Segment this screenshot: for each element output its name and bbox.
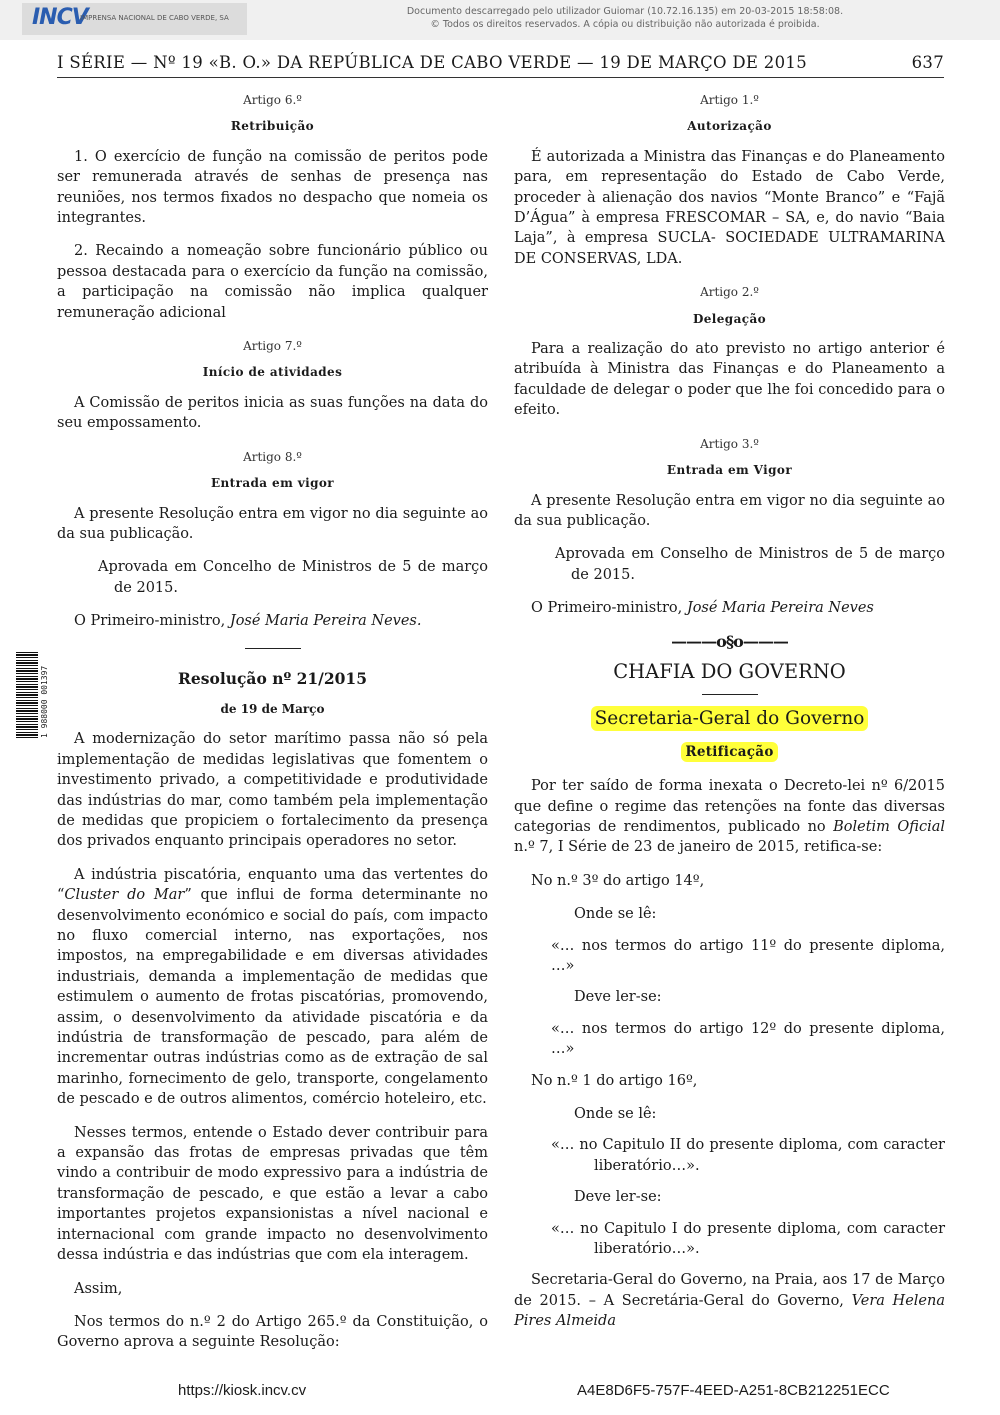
paragraph: Nos termos do n.º 2 do Artigo 265.º da Constituição, o Governo aprova a seguinte Resolução: bbox=[57, 1313, 488, 1351]
text-span: A indústria piscatória, enquanto uma das vertentes do “ bbox=[57, 866, 488, 904]
page-number: 637 bbox=[911, 53, 944, 72]
footer-code: A4E8D6F5-757F-4EED-A251-8CB212251ECC bbox=[577, 1382, 890, 1399]
text-span: n.º 7, I Série de 23 de janeiro de 2015, retifica-se: bbox=[514, 839, 883, 856]
paragraph: Deve ler-se: bbox=[574, 989, 662, 1006]
paragraph: 2. Recaindo a nomeação sobre funcionário público ou pessoa destacada para o exercício da função na comissão, a participação na comissão não implica qualquer remuneração adicional bbox=[57, 243, 488, 321]
text-span: Secretaria-Geral do Governo, na Praia, aos 17 de Março de 2015. – A Secretária-Geral do Governo, bbox=[514, 1272, 945, 1309]
left-column bbox=[57, 90, 488, 1366]
footer-url[interactable]: https://kiosk.incv.cv bbox=[178, 1382, 307, 1399]
copyright-notice: © Todos os direitos reservados. A cópia ou distribuição não autorizada é proibida. bbox=[430, 19, 820, 30]
article-title: Entrada em vigor bbox=[210, 476, 334, 491]
rectification-title bbox=[514, 742, 945, 762]
right-column bbox=[514, 90, 945, 1345]
article-number: Artigo 3.º bbox=[700, 436, 759, 451]
article-number: Artigo 8.º bbox=[243, 449, 302, 464]
paragraph: Deve ler-se: bbox=[574, 1189, 662, 1206]
article-title: Autorização bbox=[687, 119, 772, 134]
ornament-divider: ———o§o——— bbox=[671, 631, 788, 651]
quote: «… no Capitulo II do presente diploma, com caracter liberatório…». bbox=[551, 1137, 945, 1174]
paragraph: A modernização do setor marítimo passa não só pela implementação de medidas legislativas que fomentem o investimento privado, a competitividade e produtividade das indústrias do mar, como também pela implementação de medidas que propiciem o fortalecimento da presença dos privados enquanto principais operadores no setor. bbox=[57, 731, 488, 850]
logo-mark: INCV bbox=[32, 5, 88, 30]
resolution-title: Resolução nº 21/2015 bbox=[178, 668, 367, 688]
approval-line: Aprovada em Conselho de Ministros de 5 de março de 2015. bbox=[555, 546, 945, 583]
article-number: Artigo 6.º bbox=[243, 93, 302, 107]
download-notice: Documento descarregado pelo utilizador Guiomar (10.72.16.135) em 20-03-2015 18:58:08. bbox=[406, 6, 844, 17]
article-title: Delegação bbox=[692, 311, 767, 326]
paragraph bbox=[514, 1270, 945, 1331]
italic-term: Cluster do Mar bbox=[64, 887, 185, 904]
italic-term: Boletim Oficial bbox=[833, 818, 945, 835]
section-divider bbox=[245, 648, 301, 649]
paragraph: É autorizada a Ministra das Finanças e do Planeamento para, em representação do Estado de Cabo Verde, proceder à alienação dos navios “Monte Branco” e “Fajã D’Água” à empresa FRESCOMAR – SA, e, do navio “Baia Laja”, à empresa SUCLA- SOCIEDADE ULTRAMARINA DE CONSERVAS, LDA. bbox=[514, 148, 945, 267]
approval-line: Aprovada em Concelho de Ministros de 5 de março de 2015. bbox=[98, 559, 488, 596]
signature-prefix: O Primeiro-ministro, bbox=[531, 600, 687, 617]
paragraph: Para a realização do ato previsto no artigo anterior é atribuída à Ministra das Finanças e do Planeamento a faculdade de delegar o poder que lhe foi concedido para o efeito. bbox=[514, 341, 945, 419]
paragraph: No n.º 3º do artigo 14º, bbox=[531, 872, 705, 889]
quote: «… nos termos do artigo 11º do presente diploma, …» bbox=[551, 937, 945, 974]
article-number: Artigo 2.º bbox=[700, 285, 759, 300]
signature-name: José Maria Pereira Neves. bbox=[229, 613, 422, 630]
paragraph bbox=[57, 865, 488, 1110]
paragraph: A presente Resolução entra em vigor no dia seguinte ao da sua publicação. bbox=[57, 505, 488, 542]
section-heading: CHAFIA DO GOVERNO bbox=[613, 659, 846, 683]
download-banner bbox=[0, 0, 1000, 40]
text-span: Por ter saído de forma inexata o Decreto-lei nº 6/2015 que define o regime das retenções na fonte das diversas categorias de rendimentos, publicado no bbox=[514, 778, 945, 835]
article-number: Artigo 7.º bbox=[243, 339, 302, 354]
article-title: Retribuição bbox=[230, 119, 315, 134]
article-title: Início de atividades bbox=[202, 365, 343, 380]
signature-line bbox=[514, 598, 945, 618]
highlighted-office: Secretaria-Geral do Governo bbox=[591, 706, 869, 731]
paragraph: Onde se lê: bbox=[574, 906, 657, 923]
quote: «… no Capitulo I do presente diploma, com caracter liberatório…». bbox=[551, 1220, 945, 1258]
page-header bbox=[57, 53, 944, 78]
paragraph bbox=[514, 776, 945, 858]
article-number: Artigo 1.º bbox=[700, 93, 759, 107]
signature-line bbox=[57, 611, 488, 631]
resolution-date: de 19 de Março bbox=[220, 701, 325, 716]
logo-text: IMPRENSA NACIONAL DE CABO VERDE, SA bbox=[80, 14, 229, 22]
quote: «… nos termos do artigo 12º do presente diploma, …» bbox=[551, 1020, 945, 1058]
paragraph: A Comissão de peritos inicia as suas funções na data do seu empossamento. bbox=[57, 394, 488, 432]
paragraph: Nesses termos, entende o Estado dever contribuir para a expansão das frotas de empresas privadas que têm vindo a contribuir de modo expressivo para a indústria de transformação de pescado, e que estão a levar a cabo importantes projetos expansionistas a nível nacional e internacional com grande impacto no desenvolvimento dessa indústria e das indústrias que com ela interagem. bbox=[57, 1124, 488, 1264]
paragraph: Onde se lê: bbox=[574, 1106, 657, 1123]
paragraph: 1. O exercício de função na comissão de peritos pode ser remunerada através de senhas de presença nas reuniões, nos termos fixados no despacho que nomeia os integrantes. bbox=[57, 148, 488, 227]
paragraph: A presente Resolução entra em vigor no dia seguinte ao da sua publicação. bbox=[514, 492, 945, 529]
article-title: Entrada em Vigor bbox=[666, 463, 793, 478]
office-heading bbox=[514, 709, 945, 729]
text-span: ” que influi de forma determinante no desenvolvimento económico e social do país, com impacto no fluxo comercial interno, nas exportações, nos impostos, na empregabilidade e em diversas atividades industriais, demanda a implementação de medidas que estimulem o aumento de frotas piscatórias, promovendo, assim, o desenvolvimento da atividade piscatória e da indústria de transformação de pescado, para além de incrementar outras indústrias como as de extração de sal marinho, fornecimento de gelo, transporte, congelamento de pescado e de outros alimentos, comércio hoteleiro, etc. bbox=[57, 887, 488, 1108]
incv-logo bbox=[22, 3, 247, 35]
barcode bbox=[16, 650, 38, 738]
section-divider bbox=[702, 694, 758, 695]
paragraph: Assim, bbox=[74, 1280, 123, 1297]
barcode-number: 1 988000 001397 bbox=[40, 665, 49, 738]
signature-name: Vera Helena Pires Almeida bbox=[514, 1292, 945, 1330]
header-title: I SÉRIE — Nº 19 «B. O.» DA REPÚBLICA DE CABO VERDE — 19 DE MARÇO DE 2015 bbox=[57, 53, 807, 72]
signature-prefix: O Primeiro-ministro, bbox=[74, 613, 230, 630]
highlighted-rectification: Retificação bbox=[681, 742, 777, 762]
paragraph: No n.º 1 do artigo 16º, bbox=[531, 1072, 698, 1089]
signature-name: José Maria Pereira Neves bbox=[686, 600, 874, 617]
